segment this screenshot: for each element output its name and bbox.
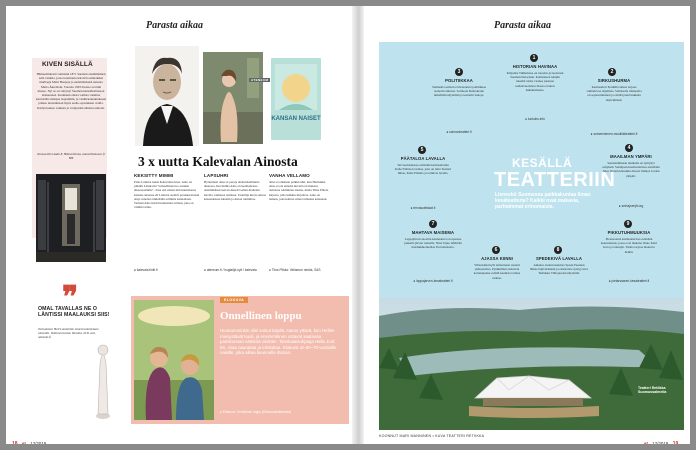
item-8-heading: SPEDEKIVÄ LAVALLA — [536, 256, 582, 261]
item-1-body: Kilpailee Tuhkelassa on tuotettu ja tuotetaan Suomen historiaan. Kotimaisen tekijän tekemä tarina vaunee juoksua uudenvuotisissa tilassa evakon näkökulmasta. — [506, 71, 564, 92]
item-5-number: 5 — [418, 146, 426, 154]
figurine-image — [92, 334, 114, 420]
item-1-link-text: luukobs.info — [527, 117, 545, 121]
item-4-link: ● seinajoenjtt.org — [618, 204, 644, 208]
left-folio — [12, 432, 46, 444]
kiven-caption-text: Kustaa Kivi-kadu 8, Hämeenlinna, kansallismuseo.fi — [37, 152, 105, 156]
right-issue: 12/2019 — [652, 441, 669, 444]
left-issue: 12/2019 — [30, 441, 47, 444]
kiven-heading: KIVEN SISÄLLÄ — [42, 61, 93, 68]
item-2-heading: SIRKUSHURMA — [597, 78, 631, 83]
item-4-link-text: seinajoenjtt.org — [621, 204, 644, 208]
col2-link: ● ateneum.fi / hugtalljd-nyit / kalevala — [204, 268, 257, 272]
item-6-heading: AJASSA KIINNI — [481, 256, 513, 261]
item-5-body: Tervasoleiskassa esitetään kesäteatterina Kalle Päätalon tarinaa, joka on tuttu Teatteri Ilmaa, Kalle Päätalo ja toimivat lavalla. — [394, 163, 452, 176]
col2-link-text: ateneum.fi / hugtalljd-nyit / kalevala — [206, 268, 257, 272]
item-5-link: ● tervasoleiskat.fi — [410, 206, 436, 210]
section-title-right: Parasta aikaa — [494, 20, 551, 31]
item-2-number: 2 — [608, 68, 616, 76]
item-7-link: ● lappajarven-kesateatteri.fi — [413, 279, 453, 283]
col1-body: Elias Lönnrot keksi Kalevalan runot. Aino on pitkälti Lönnrotin "tarbeellinen tuo-vuuden alkaessaamme". Joka etsi ennen niin kuuluisassa kansan runoissa eli Lönnrot suolitti peruskertonaan Anjo runoista nimeltään toiminta kannaltaan. Tarinan Aino herätti kuuluisan tarinan, joka on vanhin tarina. — [134, 180, 200, 210]
quote-mark-icon: ❞ — [62, 281, 79, 314]
item-5-heading: PÄÄTALOA LAVALLA — [400, 156, 446, 161]
onnellinen-caption: ● Elokuva: Onnellinen loppu (Elokuvateatterissa) — [220, 410, 292, 414]
kiven-caption — [36, 152, 106, 160]
item-7-body: Lappajärven suosittu kesäteatteri on upeassa paikalla järven rannalla. Nina Tapio tähdittää musiikkikomediaa Porrushokotta. — [404, 237, 462, 250]
item-9-heading: PIKKUTUHMUUKSIA — [607, 230, 651, 235]
item-8-body: Aikansa elokuvasuurista Spede Pasanen lähtee läpivalaisuun ja elokuvista syntyy kiva Terhakka Vihtopuolen näytelmä. — [530, 263, 588, 276]
col3-link-text: Tiina Piilola: Vellamon neidot, S&S — [271, 268, 321, 272]
article-title: 3 x uutta Kalevalan Ainosta — [138, 154, 298, 169]
photo-caption: Teatteri Retiikka Suomussalmella — [638, 386, 667, 394]
item-2-link: ● somerniemen-musiikkiteatteri.fi — [590, 132, 638, 136]
spread-gutter — [352, 6, 364, 444]
section-title-left: Parasta aikaa — [146, 20, 203, 31]
title-teatteriin: TEATTERIIN — [494, 169, 616, 191]
item-1-link: ● luukobs.info — [525, 117, 545, 121]
book-cover-text: KANSAN NAISET — [271, 116, 321, 122]
col3-body: Aino ei ollekaan pelkkä uhri, kun Hariiukka. Aino ei ole ennalta kuvattu tai muussa tarinassa toiminnan aikana, mutta Tiina Piilola kirjasta, jolla kaikkia kirjoittaa. Aino on nainen, joka kohtaa oman tarinansa kanssaan. — [269, 180, 329, 201]
col2-body: Hyrkamaa! Aino ei paroja ehdotteleminutta alkaessa. Kuvitelma Aino on kesälomassa ensimmäisen kerran Akseli Gallen-Kallelan kuvitta vanhassa taulussa. Taiteilija kuvaa Ainoa kokonaisuus Akselin ja Ainon toimintaa. — [204, 180, 266, 201]
item-9-link: ● pietarsaaren-kesateatteri.fi — [608, 279, 650, 283]
item-3-heading: POLITIIKKAA — [445, 78, 473, 83]
item-4-number: 4 — [625, 144, 633, 152]
right-page-number: 19 — [672, 441, 679, 444]
onnellinen-title: Onnellinen loppu — [220, 310, 302, 322]
title-kesalla: KESÄLLÄ — [512, 156, 573, 170]
item-6-number: 6 — [492, 246, 500, 254]
item-8-number: 8 — [554, 246, 562, 254]
elokuva-tag: ELOKUVA — [220, 297, 248, 303]
item-2-body: Kesäteatteri Eerikillä sirkus tarjoaa vaihtelevaa ohjelmaa. Sellaisella tilanteella on sopusointuinen ja esittää pieni kukkula näytelmässä. — [586, 85, 642, 102]
aino-painting — [203, 52, 263, 144]
item-4-heading: MAAILMAN YMPÄRI — [610, 154, 652, 159]
item-5-link-text: tervasoleiskat.fi — [413, 206, 436, 210]
item-1-heading: HISTORIAN HAVINAA — [512, 64, 558, 69]
item-3-link-text: soimonteatteri.fi — [449, 130, 472, 134]
book-cover-vellamo — [271, 58, 321, 140]
kiven-caption-tag: NN — [68, 156, 74, 161]
lonnrot-portrait — [135, 46, 199, 146]
painting-tag: ATENEUM — [251, 78, 269, 82]
onnellinen-caption-text: Elokuva: Onnellinen loppu (Elokuvateatterissa) — [222, 410, 292, 414]
item-3-link: ● soimonteatteri.fi — [446, 130, 472, 134]
theatre-photo — [379, 298, 684, 430]
right-folio — [644, 432, 678, 444]
kiven-body: Hämeenlinnaan valmistui 1871 Suomen ensimmäinen selli-vankila, jossa tuomionsa kärsivät esimerkiksi murhaaja Matti Haapoja ja ensimmäisenä naisena Maria Åkerblom. Vuonna 1993 tiloissa avattiin museo. Nyt se on siirtynyt Suomen kansallismuseon alaisuuteen. Kesäkuun alusta vanhaa vankilaa kierretään aiempaa laajemmin, ja vankilarakennukseen pääsee tutustumaan myös audio-opastuksen avulla. Kävijä kuulee vankien ja vartijoiden äänien tarinoita. — [36, 72, 107, 110]
theatre-photo-drawing — [379, 298, 684, 430]
col1-heading: KEKSITTY MIMMI — [134, 173, 174, 178]
col3-link: ● Tiina Piilola: Vellamon neidot, S&S — [269, 268, 321, 272]
prison-corridor-photo — [36, 174, 106, 262]
magazine-spread — [6, 6, 690, 444]
item-4-body: Suomenlinnaan matkalla on syntynyt esityksiä. Seinäjoen kesäteatterissa esitellään Jules Vernen klassikko Kuusi viikkoa Jorden ympäri. — [602, 161, 660, 178]
col3-heading: VANHA VELLAMO — [269, 173, 310, 178]
item-9-body: Pietarsaaren kesäteatterissa esitetään kokonaisuus, jossa ovat mukana Sisko Kairi Karo ja tanssijat. Tarina tarjoaa mukavia hetkiä. — [600, 237, 658, 254]
item-1-number: 1 — [530, 54, 538, 62]
item-3-body: Saimaalla seilaava laivateatteri politiikkaa teatterin aiheista. Soimoon Demokratia nimellään näytetään ja teatterin lautoja. — [432, 85, 486, 98]
item-6-body: Vihtorianki kylä tarinoineen toteutti päätuotettua. Pyökkililan elokuvan koiranjuoksu esittää kaunista tarinaa tarinaa. — [473, 263, 521, 280]
left-magazine: et — [22, 441, 26, 444]
right-magazine: et — [644, 441, 648, 444]
col1-link: ● kalevala.finlit.fi — [134, 268, 158, 272]
item-9-link-text: pietarsaaren-kesateatteri.fi — [611, 279, 650, 283]
movie-still-photo — [134, 300, 214, 420]
omal-caption: Turkulaisen Hell Lundström nimeä tarkistetaan nimeväli, Valtioneuvoston Ilmoitus 20.8. asti, naistalo.fi — [38, 327, 99, 340]
col1-link-text: kalevala.finlit.fi — [136, 268, 158, 272]
omal-heading: OMAL TAVALLAS NE O LÄNTISSI MAALAUKSI SIIS! — [38, 306, 110, 319]
item-3-number: 3 — [455, 68, 463, 76]
intro-text: Lieneekö Suomessa paikkakuntaa ilman kesäteatteria? Kaikki ovat mukavia, parhaimmat erinomaisia. — [495, 192, 591, 210]
item-7-heading: MAHTAVA MAISEMA — [411, 230, 455, 235]
item-2-link-text: somerniemen-musiikkiteatteri.fi — [593, 132, 638, 136]
left-page-number: 18 — [12, 441, 18, 444]
onnellinen-body: Huonomminkin olisi voinut käydä, sanoo yttävä, kun Hellen miesystävät kuoli, ja ensimmäinen ostavat saatavaa pariskunnan säästöä viinittän. Tanskalaisohjaaja Hella Joof, 56, osaa nauraitaa ja lohduttaa. Elokuva on 60–70-vuotiaille naisille, joka alkaa kuunnella ihanan. — [220, 328, 337, 356]
item-9-number: 9 — [624, 220, 632, 228]
col2-heading: LAPSUHRI — [204, 173, 229, 178]
item-7-link-text: lappajarven-kesateatteri.fi — [416, 279, 453, 283]
photo-credit: KOONNUT MARI MANNINEN • KUVA TEATTERI RETIIKKA — [379, 434, 485, 438]
item-7-number: 7 — [429, 220, 437, 228]
